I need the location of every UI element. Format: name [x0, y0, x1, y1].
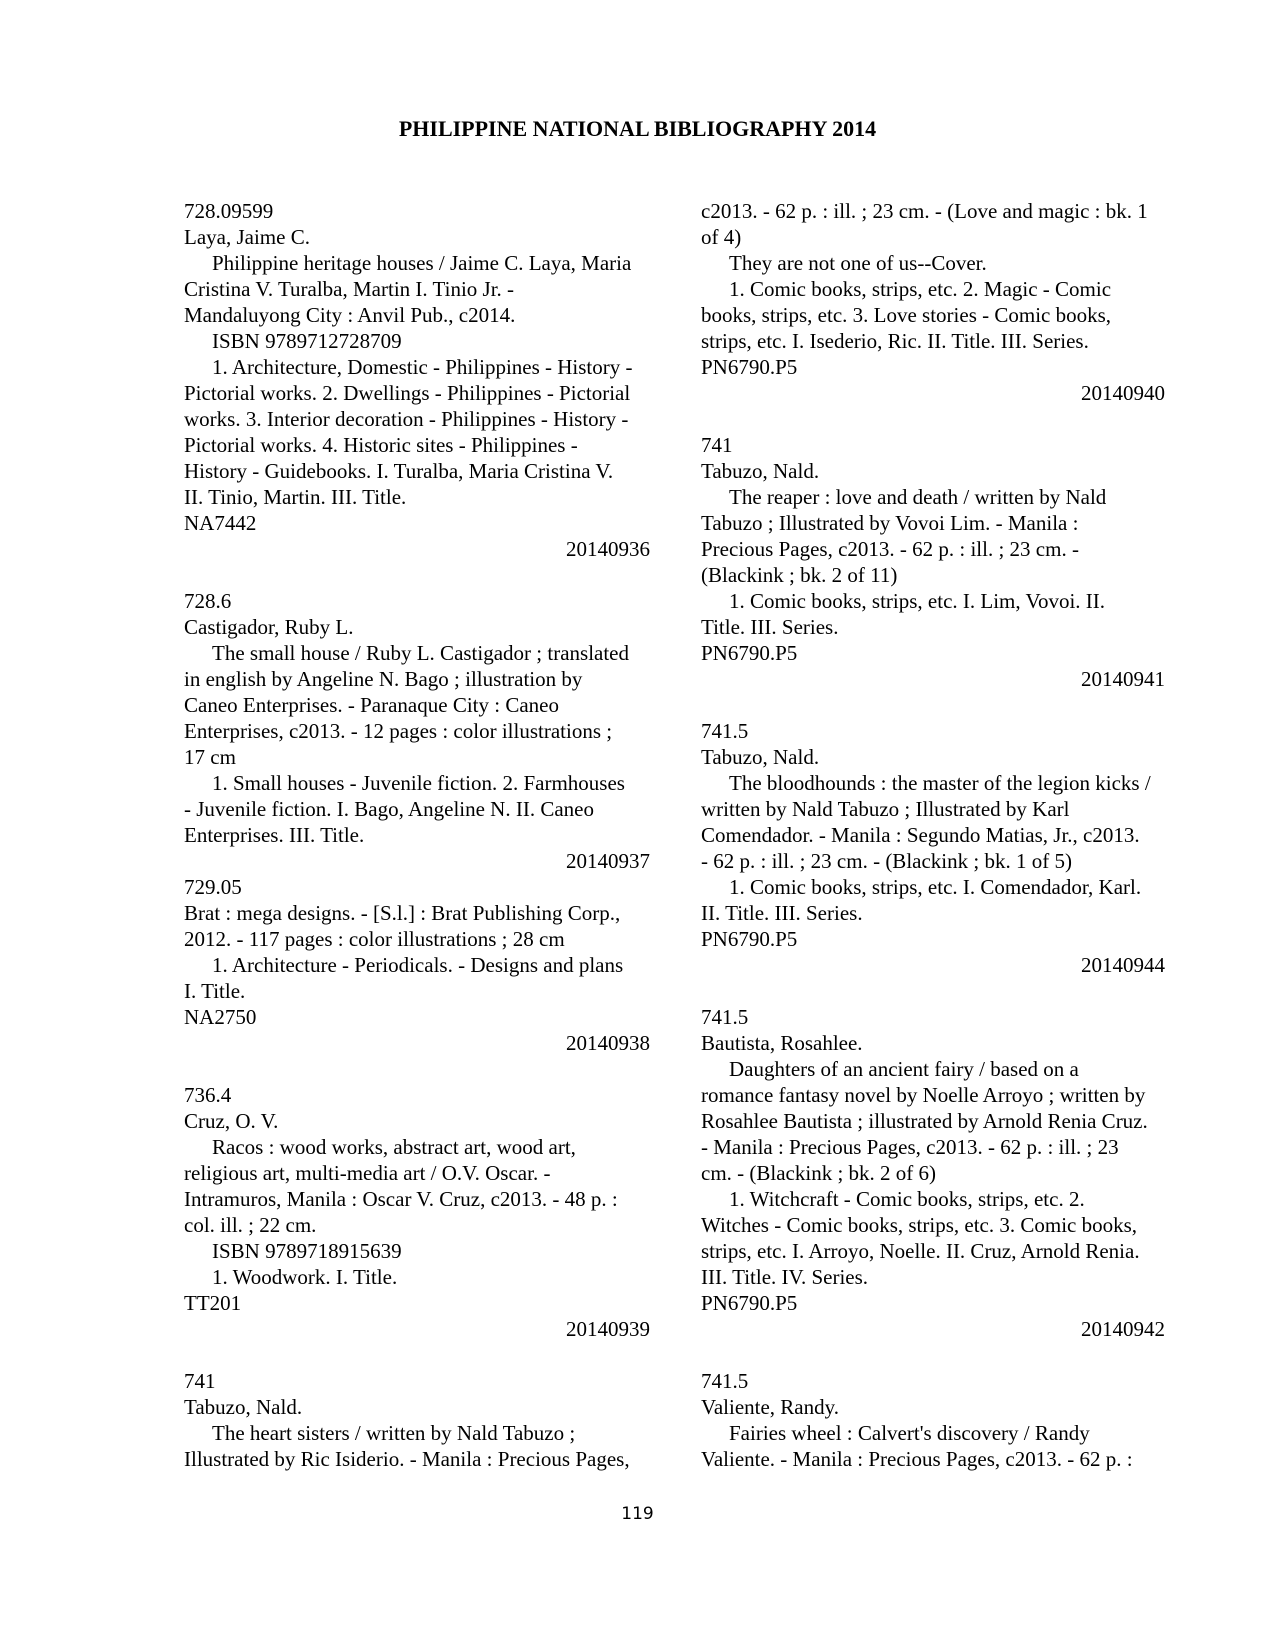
entry-text: strips, etc. I. Isederio, Ric. II. Title. III. Series. [701, 329, 1089, 353]
subjects: 1. Comic books, strips, etc. I. Lim, Vovoi. II. [729, 589, 1106, 613]
entry-text: Witches - Comic books, strips, etc. 3. Comic books, [701, 1213, 1138, 1237]
isbn: ISBN 9789712728709 [212, 329, 402, 353]
accession-number: 20140939 [566, 1317, 650, 1341]
entry-text: Pictorial works. 4. Historic sites - Philippines - [184, 433, 578, 457]
title-statement: The bloodhounds : the master of the legion kicks / [729, 771, 1151, 795]
author: Valiente, Randy. [701, 1395, 840, 1419]
note: They are not one of us--Cover. [729, 251, 987, 275]
accession-number: 20140936 [566, 537, 650, 561]
accession-number: 20140940 [1081, 381, 1165, 405]
author: Castigador, Ruby L. [184, 615, 354, 639]
call-number: 741 [701, 433, 733, 457]
subjects: 1. Comic books, strips, etc. I. Comendador, Karl. [729, 875, 1142, 899]
entry-text: (Blackink ; bk. 2 of 11) [701, 563, 898, 587]
entry-text: II. Title. III. Series. [701, 901, 863, 925]
author: Cruz, O. V. [184, 1109, 279, 1133]
entry-text: religious art, multi-media art / O.V. Oscar. - [184, 1161, 551, 1185]
lc-call-number: PN6790.P5 [701, 641, 798, 665]
entry-text: I. Title. [184, 979, 246, 1003]
call-number: 736.4 [184, 1083, 232, 1107]
lc-call-number: NA2750 [184, 1005, 257, 1029]
call-number: 728.09599 [184, 199, 274, 223]
entry-text: III. Title. IV. Series. [701, 1265, 869, 1289]
accession-number: 20140937 [566, 849, 650, 873]
author: Tabuzo, Nald. [701, 459, 820, 483]
call-number: 729.05 [184, 875, 242, 899]
title-statement: Philippine heritage houses / Jaime C. Laya, Maria [212, 251, 632, 275]
lc-call-number: NA7442 [184, 511, 257, 535]
accession-number: 20140941 [1081, 667, 1165, 691]
entry-text: cm. - (Blackink ; bk. 2 of 6) [701, 1161, 937, 1185]
accession-number: 20140942 [1081, 1317, 1165, 1341]
title-statement: The heart sisters / written by Nald Tabuzo ; [212, 1421, 576, 1445]
entry-text: - Manila : Precious Pages, c2013. - 62 p. : ill. ; 23 [701, 1135, 1119, 1159]
lc-call-number: PN6790.P5 [701, 355, 798, 379]
author: Tabuzo, Nald. [184, 1395, 303, 1419]
entry-text: Illustrated by Ric Isiderio. - Manila : Precious Pages, [184, 1447, 630, 1471]
call-number: 741.5 [701, 1369, 749, 1393]
subjects: 1. Witchcraft - Comic books, strips, etc. 2. [729, 1187, 1085, 1211]
isbn: ISBN 9789718915639 [212, 1239, 402, 1263]
page-title: PHILIPPINE NATIONAL BIBLIOGRAPHY 2014 [398, 116, 877, 141]
lc-call-number: PN6790.P5 [701, 927, 798, 951]
subjects: 1. Small houses - Juvenile fiction. 2. Farmhouses [212, 771, 625, 795]
entry-text: of 4) [701, 225, 742, 249]
entry-text: Enterprises, c2013. - 12 pages : color illustrations ; [184, 719, 613, 743]
entry-text: 2012. - 117 pages : color illustrations ; 28 cm [184, 927, 565, 951]
lc-call-number: PN6790.P5 [701, 1291, 798, 1315]
subjects: 1. Comic books, strips, etc. 2. Magic - Comic [729, 277, 1112, 301]
entry-text: Rosahlee Bautista ; illustrated by Arnold Renia Cruz. [701, 1109, 1148, 1133]
title-statement: Brat : mega designs. - [S.l.] : Brat Publishing Corp., [184, 901, 621, 925]
entry-text: History - Guidebooks. I. Turalba, Maria Cristina V. [184, 459, 614, 483]
entry-text: Mandaluyong City : Anvil Pub., c2014. [184, 303, 516, 327]
call-number: 741.5 [701, 719, 749, 743]
entry-text: Comendador. - Manila : Segundo Matias, Jr., c2013. [701, 823, 1140, 847]
call-number: 741 [184, 1369, 216, 1393]
entry-text: Pictorial works. 2. Dwellings - Philippines - Pictorial [184, 381, 631, 405]
author: Bautista, Rosahlee. [701, 1031, 863, 1055]
right-column [701, 198, 1185, 1472]
entry-text: strips, etc. I. Arroyo, Noelle. II. Cruz, Arnold Renia. [701, 1239, 1140, 1263]
entry-text: Valiente. - Manila : Precious Pages, c2013. - 62 p. : [701, 1447, 1133, 1471]
lc-call-number: TT201 [184, 1291, 242, 1315]
subjects: 1. Architecture - Periodicals. - Designs and plans [212, 953, 624, 977]
entry-text: in english by Angeline N. Bago ; illustration by [184, 667, 583, 691]
accession-number: 20140938 [566, 1031, 650, 1055]
entry-text: Precious Pages, c2013. - 62 p. : ill. ; 23 cm. - [701, 537, 1079, 561]
author: Laya, Jaime C. [184, 225, 310, 249]
accession-number: 20140944 [1081, 953, 1165, 977]
title-statement: The small house / Ruby L. Castigador ; translated [212, 641, 630, 665]
entry-text: col. ill. ; 22 cm. [184, 1213, 317, 1237]
author: Tabuzo, Nald. [701, 745, 820, 769]
entry-text: romance fantasy novel by Noelle Arroyo ; written by [701, 1083, 1146, 1107]
entry-text: Enterprises. III. Title. [184, 823, 365, 847]
entry-text: Caneo Enterprises. - Paranaque City : Caneo [184, 693, 559, 717]
subjects: 1. Architecture, Domestic - Philippines - History - [212, 355, 633, 379]
subjects: 1. Woodwork. I. Title. [212, 1265, 398, 1289]
call-number: 741.5 [701, 1005, 749, 1029]
page-number: 119 [621, 1504, 654, 1524]
entry-text: - 62 p. : ill. ; 23 cm. - (Blackink ; bk. 1 of 5) [701, 849, 1072, 873]
title-statement: Daughters of an ancient fairy / based on a [729, 1057, 1079, 1081]
title-statement: Fairies wheel : Calvert's discovery / Randy [729, 1421, 1090, 1445]
entry-text: Intramuros, Manila : Oscar V. Cruz, c2013. - 48 p. : [184, 1187, 618, 1211]
title-statement: The reaper : love and death / written by Nald [729, 485, 1107, 509]
entry-text: books, strips, etc. 3. Love stories - Comic books, [701, 303, 1112, 327]
title-statement: Racos : wood works, abstract art, wood art, [212, 1135, 576, 1159]
entry-text: II. Tinio, Martin. III. Title. [184, 485, 407, 509]
entry-text: Title. III. Series. [701, 615, 839, 639]
call-number: 728.6 [184, 589, 232, 613]
entry-text: - Juvenile fiction. I. Bago, Angeline N. II. Caneo [184, 797, 594, 821]
entry-text: 17 cm [184, 745, 236, 769]
entry-text: Tabuzo ; Illustrated by Vovoi Lim. - Manila : [701, 511, 1079, 535]
entry-text: c2013. - 62 p. : ill. ; 23 cm. - (Love and magic : bk. 1 [701, 199, 1148, 223]
entry-text: Cristina V. Turalba, Martin I. Tinio Jr. - [184, 277, 515, 301]
entry-text: works. 3. Interior decoration - Philippines - History - [184, 407, 629, 431]
left-column [184, 198, 656, 1472]
entry-text: written by Nald Tabuzo ; Illustrated by Karl [701, 797, 1070, 821]
